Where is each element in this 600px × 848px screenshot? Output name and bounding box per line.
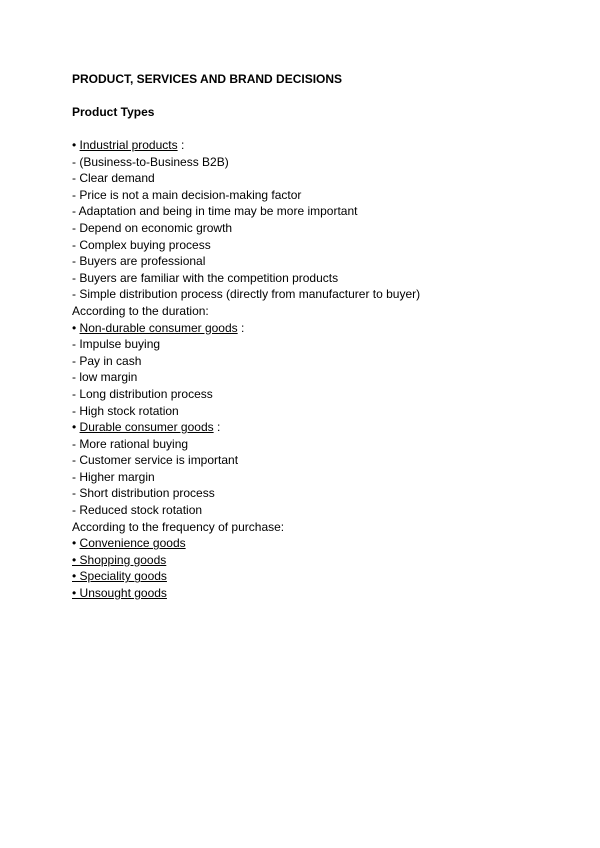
- text-line: [72, 137, 420, 154]
- line-text: - Price is not a main decision-making factor: [72, 187, 302, 202]
- underlined-text: • Unsought goods: [72, 586, 167, 601]
- line-text: - Depend on economic growth: [72, 220, 233, 235]
- text-line: [72, 568, 420, 585]
- line-text: - Buyers are familiar with the competition products: [72, 270, 339, 285]
- line-text: •: [72, 320, 80, 335]
- line-text: - Simple distribution process (directly from manufacturer to buyer): [72, 287, 421, 302]
- line-text: - Pay in cash: [72, 353, 142, 368]
- line-text: •: [72, 420, 80, 435]
- text-line: [72, 502, 420, 519]
- line-text: - Higher margin: [72, 469, 155, 484]
- text-line: [72, 535, 420, 552]
- text-line: [72, 519, 420, 536]
- line-text: - low margin: [72, 370, 138, 385]
- text-line: [72, 369, 420, 386]
- underlined-text: Durable consumer goods: [79, 420, 214, 435]
- line-text: - High stock rotation: [72, 403, 179, 418]
- text-line: [72, 286, 420, 303]
- text-line: [72, 436, 420, 453]
- text-line: [72, 320, 420, 337]
- underlined-text: Industrial products: [79, 138, 178, 152]
- text-line: [72, 419, 420, 436]
- line-text: - Clear demand: [72, 171, 155, 186]
- line-text: - Short distribution process: [72, 486, 215, 501]
- line-text: - Customer service is important: [72, 453, 239, 468]
- line-text: - Impulse buying: [72, 337, 161, 352]
- text-line: [72, 237, 420, 254]
- line-text: According to the duration:: [72, 303, 209, 318]
- line-text: - Reduced stock rotation: [72, 503, 203, 518]
- line-text: •: [72, 536, 80, 551]
- underlined-text: Non-durable consumer goods: [79, 320, 238, 335]
- text-line: [72, 403, 420, 420]
- text-line: [72, 552, 420, 569]
- text-line: [72, 187, 420, 204]
- text-line: [72, 386, 420, 403]
- line-text: - Adaptation and being in time may be more important: [72, 204, 358, 219]
- text-line: [72, 253, 420, 270]
- line-text: - Long distribution process: [72, 386, 213, 401]
- line-text: - (Business-to-Business B2B): [72, 154, 229, 169]
- line-text: :: [237, 320, 245, 335]
- text-line: [72, 469, 420, 486]
- line-text: •: [72, 138, 80, 152]
- text-line: [72, 452, 420, 469]
- text-line: [72, 353, 420, 370]
- text-line: [72, 336, 420, 353]
- line-text: - Complex buying process: [72, 237, 211, 252]
- line-text: - More rational buying: [72, 436, 189, 451]
- line-text: :: [177, 138, 185, 152]
- text-line: [72, 170, 420, 187]
- line-text: - Buyers are professional: [72, 254, 206, 269]
- underlined-text: Convenience goods: [79, 536, 186, 551]
- underlined-text: • Shopping goods: [72, 552, 167, 567]
- text-line: [72, 203, 420, 220]
- line-text: :: [213, 420, 221, 435]
- line-text: According to the frequency of purchase:: [72, 519, 285, 534]
- document-title: PRODUCT, SERVICES AND BRAND DECISIONS: [72, 72, 343, 86]
- section-heading: Product Types: [72, 105, 155, 119]
- text-line: [72, 585, 420, 602]
- document-body: [72, 137, 420, 602]
- text-line: [72, 220, 420, 237]
- text-line: [72, 154, 420, 171]
- text-line: [72, 303, 420, 320]
- text-line: [72, 485, 420, 502]
- text-line: [72, 270, 420, 287]
- underlined-text: • Speciality goods: [72, 569, 167, 584]
